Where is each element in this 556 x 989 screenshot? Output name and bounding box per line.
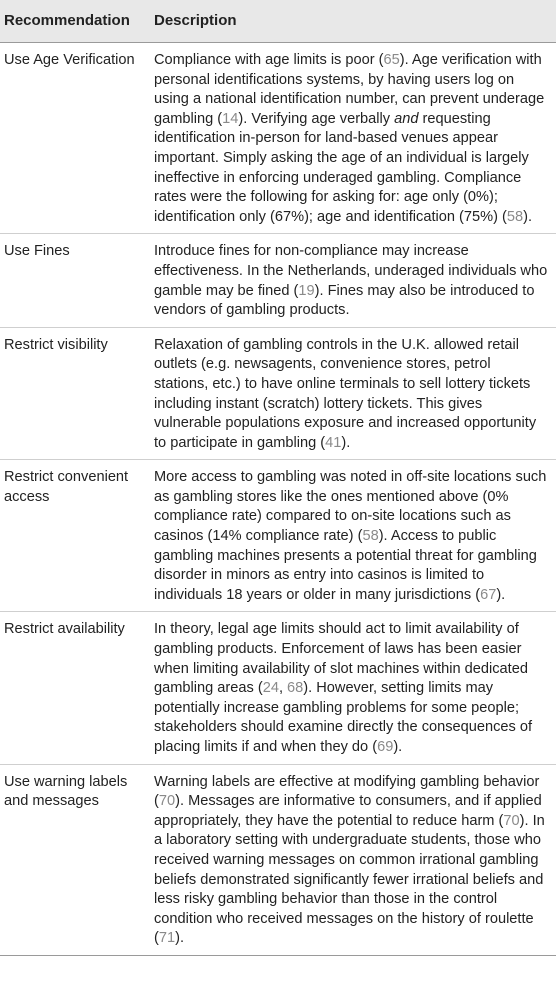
recommendation-cell: Use Age Verification	[0, 43, 150, 234]
description-text: Warning labels are effective at modifying gambling behavior (	[154, 773, 540, 810]
description-text: ).	[496, 586, 506, 603]
description-text: ). Messages are informative to consumers, and if applied appropriately, they have the potential to reduce harm (	[154, 793, 542, 829]
description-text: ).	[393, 739, 403, 755]
citation-reference[interactable]: 41	[325, 434, 342, 451]
citation-reference[interactable]: 71	[158, 930, 176, 947]
citation-reference[interactable]: 65	[383, 52, 400, 68]
description-text: ). However, setting limits may potentially increase gambling problems for some people; stakeholders should examine directly the consequences of placing limits if and when they do (	[154, 680, 533, 755]
description-text: ). In a laboratory setting with undergraduate students, those who received warning messages on common irrational gambling beliefs demonstrated significantly fewer irrational beliefs and less risky gambling behavior than those in the control condition who received messages on the history of roulette (	[154, 812, 545, 947]
description-cell	[150, 764, 556, 955]
description-text: More access to gambling was noted in off-site locations such as gambling stores like the ones mentioned above (0% compliance rate) compared to on-site locations such as casinos (14% compliance rate) (	[154, 469, 547, 545]
description-text: ).	[175, 930, 185, 947]
table-row	[0, 612, 556, 764]
recommendation-cell: Use Fines	[0, 234, 150, 327]
description-cell	[150, 43, 556, 234]
citation-reference[interactable]: 14	[222, 110, 239, 127]
description-text: Introduce fines for non-compliance may increase effectiveness. In the Netherlands, underaged individuals who gamble may be fined (	[154, 243, 548, 299]
description-text: ). Access to public gambling machines presents a potential threat for gambling disorder in minors as entry into casinos is limited to individuals 18 years or older in many jurisdictions (	[154, 528, 537, 603]
table-row	[0, 327, 556, 460]
description-cell	[150, 327, 556, 460]
citation-reference[interactable]: 58	[362, 528, 379, 545]
table-body	[0, 43, 556, 956]
description-text: ). Age verification with personal identifications systems, by having users log on using a national identification number, can prevent underage gambling (	[154, 52, 545, 127]
description-text: ).	[523, 208, 533, 225]
description-text: ). Verifying age verbally	[238, 110, 395, 127]
citation-reference[interactable]: 24	[262, 680, 279, 697]
table-row	[0, 43, 556, 234]
description-text: ,	[278, 680, 288, 697]
description-text: Relaxation of gambling controls in the U.K. allowed retail outlets (e.g. newsagents, convenience stores, petrol stations, etc.) to have online terminals to sell lottery tickets including instant (scratch) lottery tickets. This gives vulnerable populations exposure and increased opportunity to participate in gambling (	[154, 336, 537, 451]
table-row	[0, 460, 556, 612]
citation-reference[interactable]: 68	[287, 680, 304, 697]
header-recommendation: Recommendation	[0, 0, 150, 43]
description-cell	[150, 612, 556, 764]
header-row	[0, 0, 556, 43]
citation-reference[interactable]: 70	[503, 812, 520, 829]
description-text: requesting identification in-person for land-based venues appear important. Simply asking the age of an individual is largely ineffective in enforcing underaged gambling. Compliance rates were the following for asking for: age only (0%); identification only (67%); age and identification (75%) (	[154, 110, 529, 225]
description-cell	[150, 234, 556, 327]
description-text: ). Fines may also be introduced to vendors of gambling products.	[154, 282, 535, 319]
citation-reference[interactable]: 67	[480, 586, 497, 603]
description-text: ).	[341, 434, 351, 451]
recommendation-cell: Restrict visibility	[0, 327, 150, 460]
citation-reference[interactable]: 58	[506, 208, 524, 225]
recommendation-cell: Use warning labels and messages	[0, 764, 150, 955]
recommendation-cell: Restrict convenient access	[0, 460, 150, 612]
table-header	[0, 0, 556, 43]
table-row	[0, 234, 556, 327]
citation-reference[interactable]: 69	[377, 739, 394, 755]
description-cell	[150, 460, 556, 612]
description-text: In theory, legal age limits should act to limit availability of gambling products. Enforcement of laws has been easier when limiting availability of slot machines within dedicated gambling areas (	[154, 621, 528, 697]
table-row	[0, 764, 556, 955]
recommendation-cell: Restrict availability	[0, 612, 150, 764]
citation-reference[interactable]: 70	[158, 793, 176, 810]
description-emphasis: and	[394, 110, 419, 127]
header-description: Description	[150, 0, 556, 43]
description-text: Compliance with age limits is poor (	[154, 52, 384, 68]
citation-reference[interactable]: 19	[298, 282, 315, 299]
